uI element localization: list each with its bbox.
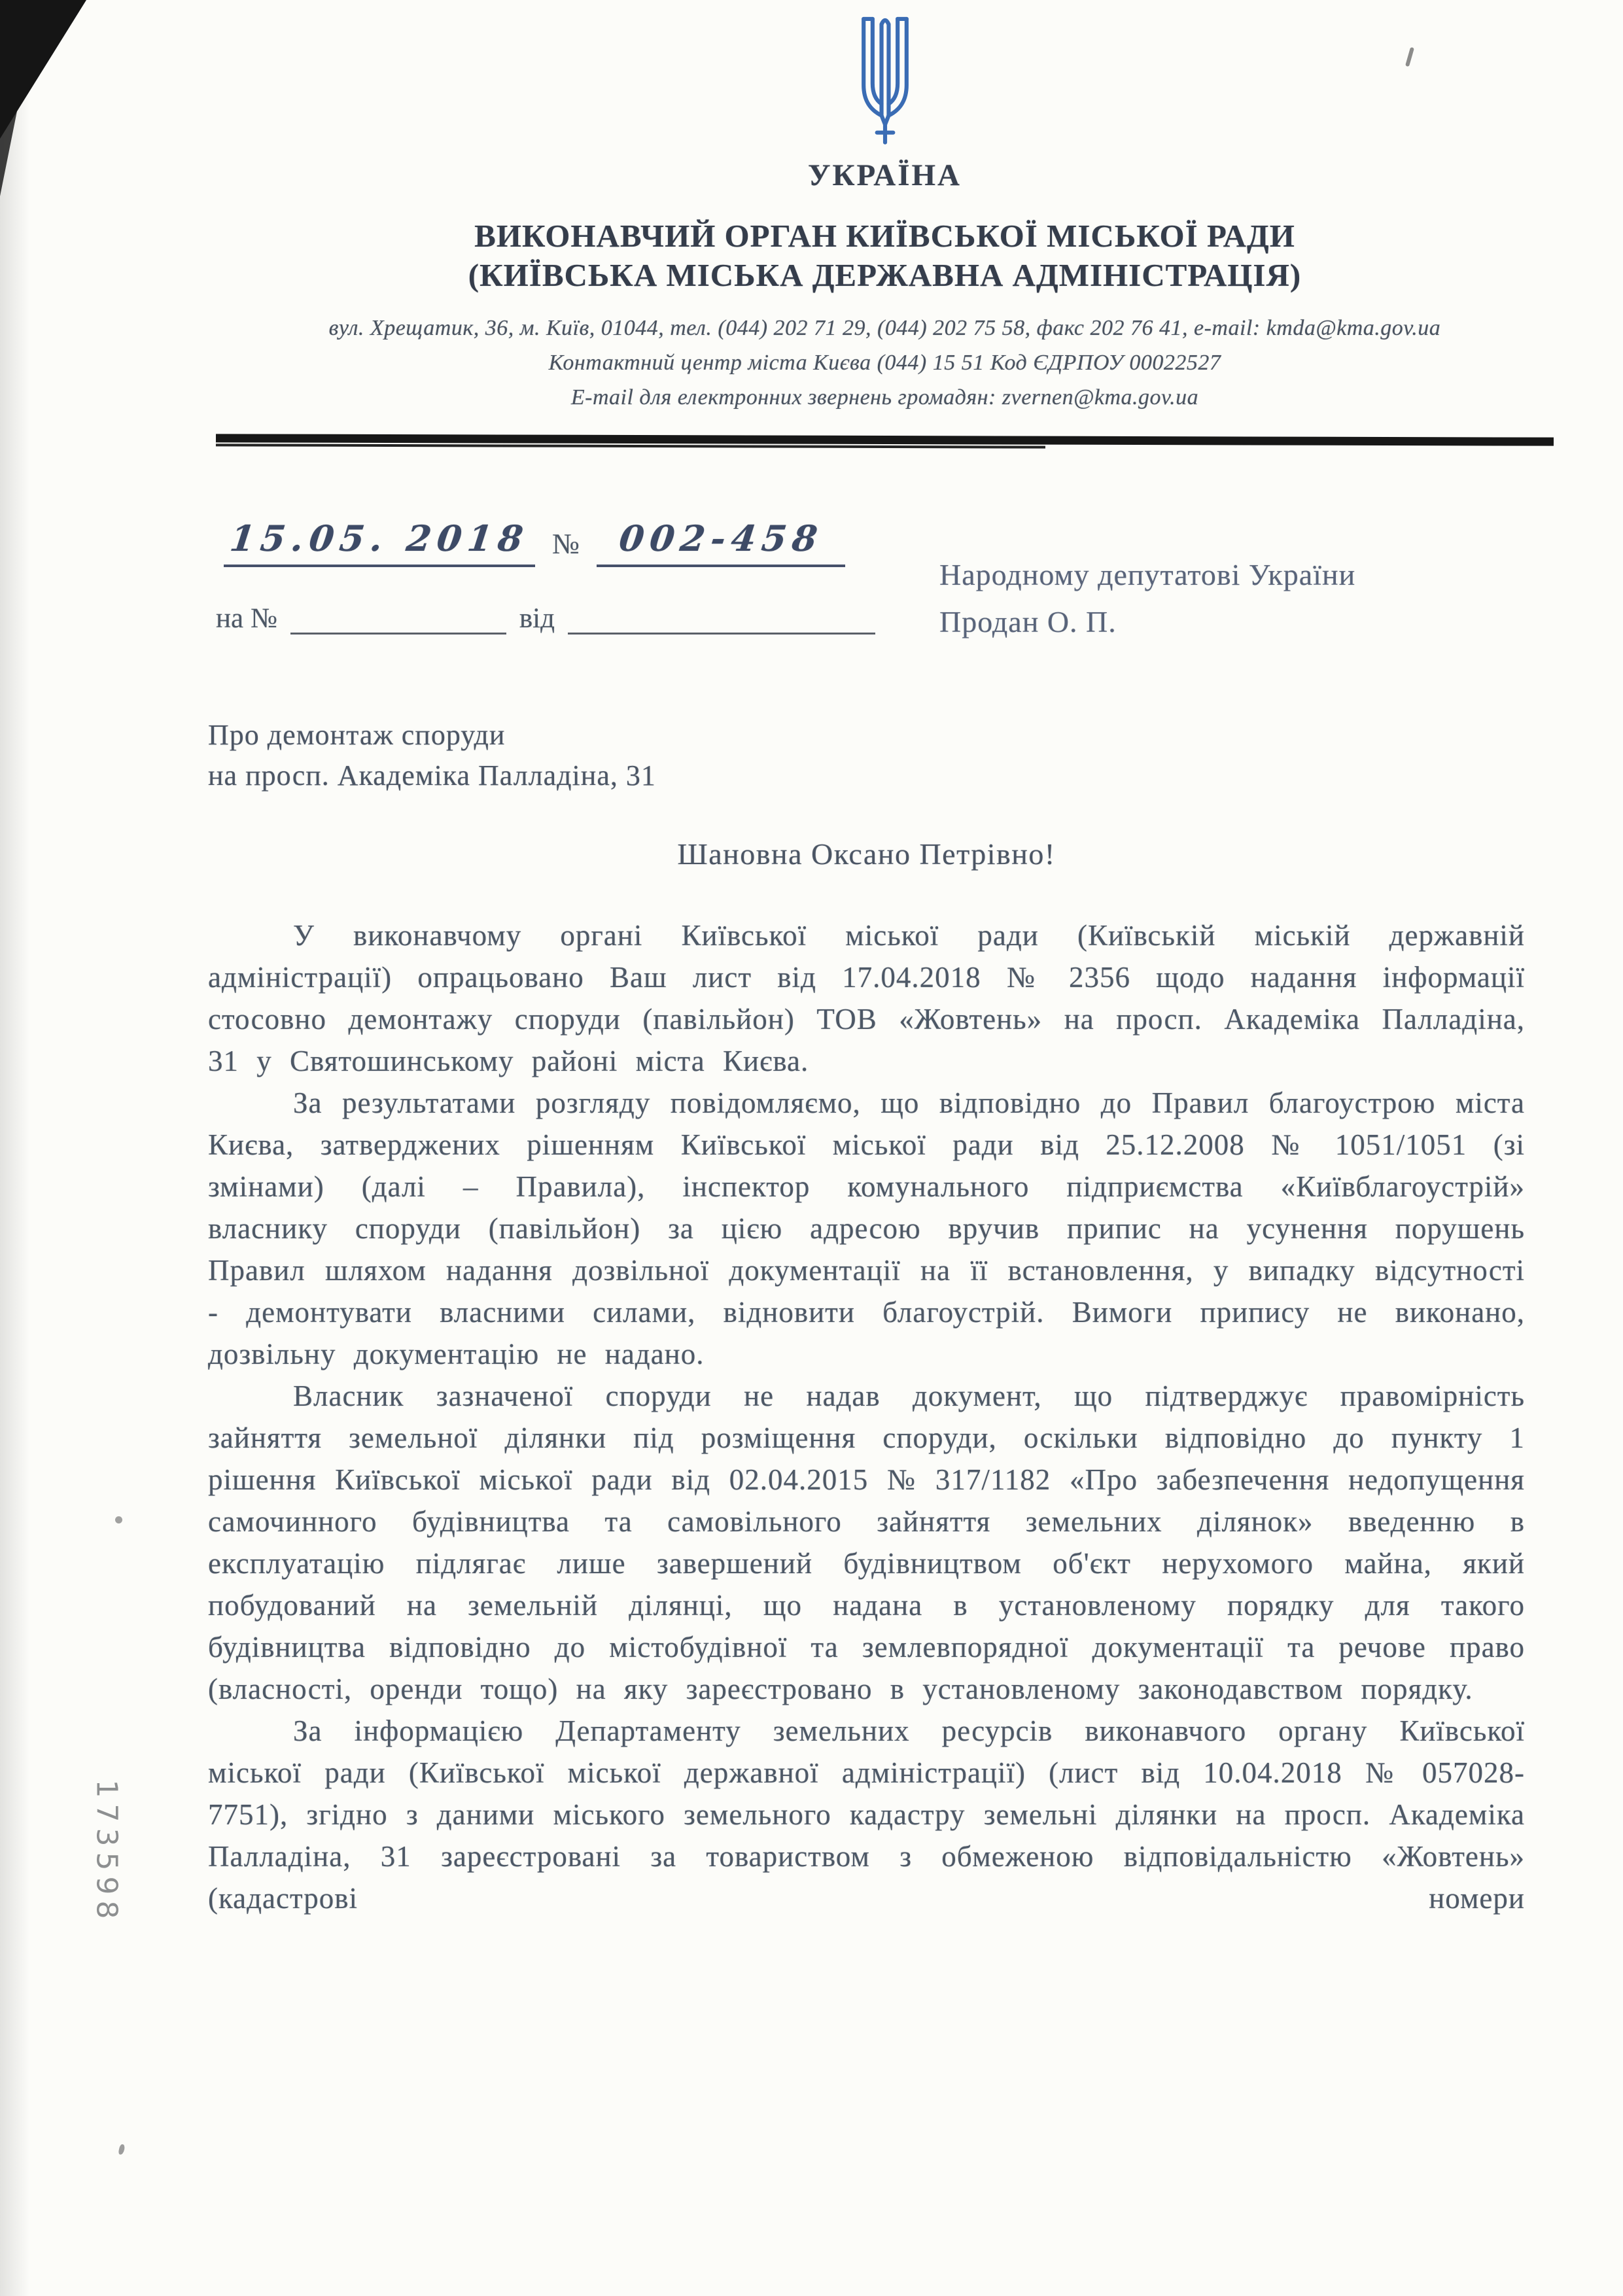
org-name-line1: ВИКОНАВЧИЙ ОРГАН КИЇВСЬКОЇ МІСЬКОЇ РАДИ <box>474 218 1295 254</box>
paragraph-4: За інформацією Департаменту земельних ресурсів виконавчого органу Київської міської ради (Київської міської державної адміністрації) (лист від 10.04.2018 № 057028-7751), згідно з даними міського земельного кадастру земельні ділянки на просп. Академіка Палладіна, 31 зареєстровані за товариством з обмеженою відповідальністю «Жовтень» (кадастрові номери <box>208 1714 1525 1915</box>
paragraph-1: У виконавчому органі Київської міської ради (Київській міській державній адміністрації) опрацьовано Ваш лист від 17.04.2018 № 2356 щодо надання інформації стосовно демонтажу споруди (павільйон) ТОВ «Жовтень» на просп. Академіка Палладіна, 31 у Святошинському районі міста Києва. <box>208 919 1525 1077</box>
outgoing-number-field <box>597 517 845 567</box>
recipient-name: Продан О. П. <box>939 605 1117 638</box>
date-number-row <box>224 517 845 567</box>
date-field <box>224 517 535 567</box>
handwritten-date: 15.05. 2018 <box>228 517 531 559</box>
salutation: Шановна Оксано Петрівно! <box>677 837 1056 871</box>
letter-body <box>208 715 1525 1919</box>
blank-reply-number-field <box>290 604 506 635</box>
paragraph-2: За результатами розгляду повідомляємо, що відповідно до Правил благоустрою міста Києва, затверджених рішенням Київської міської ради від 25.12.2008 № 1051/1051 (зі змінами) (далі – Правила), інспектор комунального підприємства «Київблагоустрій» власнику споруди (павільйон) за цією адресою вручив припис на усунення порушень Правил шляхом надання дозвільної документації на її встановлення, у випадку відсутності - демонтувати власними силами, відновити благоустрій. Вимоги припису не виконано, дозвільну документацію не надано. <box>208 1087 1525 1370</box>
from-label: від <box>519 603 555 634</box>
number-sign: № <box>552 528 580 560</box>
reference-block <box>216 517 1623 715</box>
handwritten-outgoing-number: 002-458 <box>616 517 826 559</box>
ukraine-trident-emblem <box>839 12 931 150</box>
paragraph-3: Власник зазначеної споруди не надав документ, що підтверджує правомірність зайняття земельної ділянки під розміщення споруди, оскільки відповідно до пункту 1 рішення Київської міської ради від 02.04.2015 № 317/1182 «Про забезпечення недопущення самочинного будівництва та самовільного зайняття земельних ділянок» введенню в експлуатацію підлягає лише завершений будівництвом об'єкт нерухомого майна, який побудований на земельній ділянці, що надана в установленому порядку для такого будівництва відповідно до містобудівної та землевпорядної документації та речове право (власності, оренди тощо) на яку зареєстровано в установленому законодавством порядку. <box>208 1380 1525 1705</box>
scan-page-number: 173598 <box>90 1779 124 1925</box>
subject-line-1: Про демонтаж споруди <box>208 719 506 751</box>
recipient-title: Народному депутатові України <box>939 558 1356 591</box>
org-name-line2: (КИЇВСЬКА МІСЬКА ДЕРЖАВНА АДМІНІСТРАЦІЯ) <box>468 257 1302 293</box>
reply-to-label: на № <box>216 603 277 634</box>
contact-line-email: E-mail для електронних звернень громадян: zvernen@kma.gov.ua <box>570 385 1199 409</box>
recipient-block <box>939 551 1355 646</box>
scan-noise-mark-left <box>115 1516 122 1523</box>
reply-reference-row <box>216 602 875 635</box>
country-name: УКРАЇНА <box>807 158 962 192</box>
header-divider-rule <box>216 434 1554 445</box>
letterhead <box>73 0 1623 415</box>
blank-reply-date-field <box>568 604 875 635</box>
contact-line-address: вул. Хрещатик, 36, м. Київ, 01044, тел. (044) 202 71 29, (044) 202 75 58, факс 202 76 41, e-mail: kmda@kma.gov.ua <box>328 316 1441 340</box>
subject-block <box>208 715 1525 796</box>
scan-noise-mark-bottom-left <box>118 2144 125 2155</box>
contact-line-center: Контактний центр міста Києва (044) 15 51 Код ЄДРПОУ 00022527 <box>548 351 1221 375</box>
subject-line-2: на просп. Академіка Палладіна, 31 <box>208 759 656 791</box>
